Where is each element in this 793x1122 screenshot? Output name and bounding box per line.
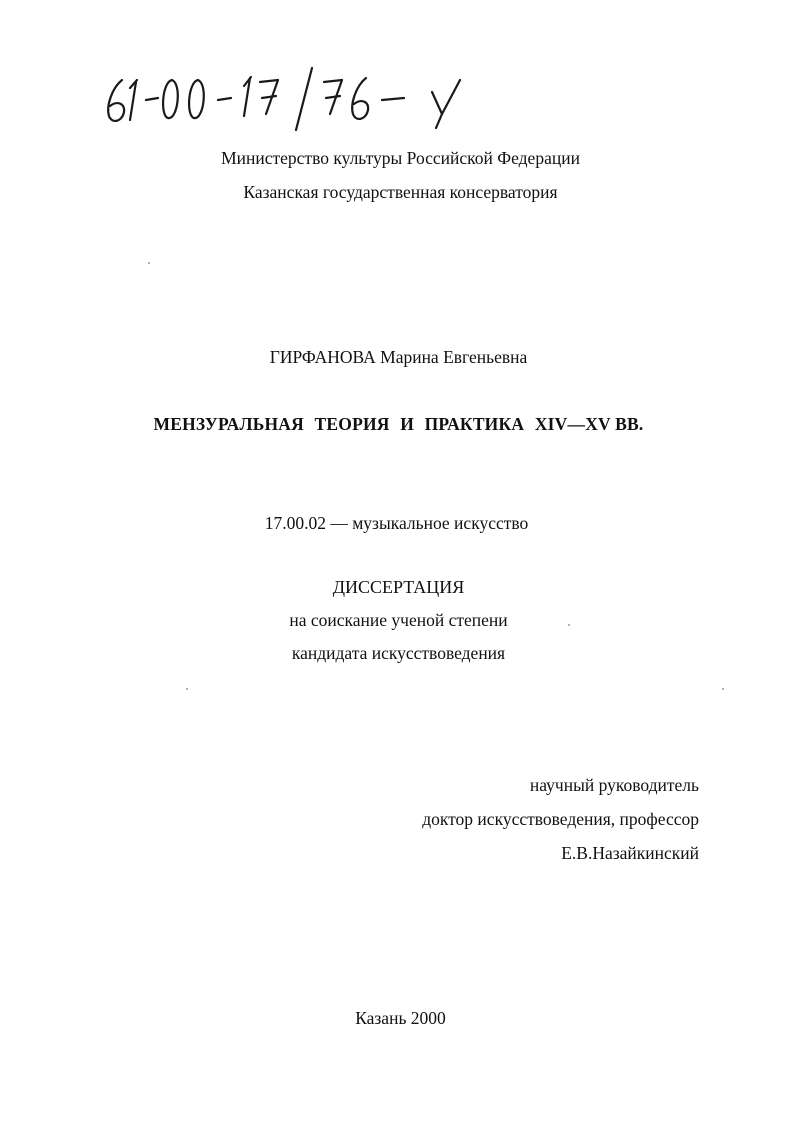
supervisor-role: научный руководитель bbox=[529, 775, 699, 795]
supervisor-name: Е.В.Назайкинский bbox=[561, 843, 699, 863]
specialty-code: 17.00.02 — музыкальное искусство bbox=[264, 513, 529, 533]
document-type: ДИССЕРТАЦИЯ bbox=[332, 577, 465, 597]
title-word: И bbox=[400, 414, 415, 434]
ministry-name: Министерство культуры Российской Федерации bbox=[221, 148, 580, 168]
city-year: Казань 2000 bbox=[355, 1008, 446, 1028]
scan-speck bbox=[186, 688, 188, 690]
degree-line-1: на соискание ученой степени bbox=[289, 610, 508, 630]
handwritten-archive-number bbox=[100, 58, 500, 138]
dissertation-title bbox=[2, 413, 793, 435]
author-name: ГИРФАНОВА Марина Евгеньевна bbox=[269, 347, 528, 367]
institution-name: Казанская государственная консерватория bbox=[243, 182, 558, 202]
title-word: ПРАКТИКА bbox=[424, 414, 525, 434]
title-word: XIV—XV ВВ. bbox=[534, 414, 644, 434]
degree-line-2: кандидата искусствоведения bbox=[291, 643, 506, 663]
title-word: МЕНЗУРАЛЬНАЯ bbox=[153, 414, 304, 434]
title-word: ТЕОРИЯ bbox=[314, 414, 390, 434]
scan-speck bbox=[148, 262, 150, 264]
supervisor-title: доктор искусствоведения, профессор bbox=[422, 809, 699, 829]
scan-speck bbox=[568, 624, 570, 626]
scan-speck bbox=[722, 688, 724, 690]
